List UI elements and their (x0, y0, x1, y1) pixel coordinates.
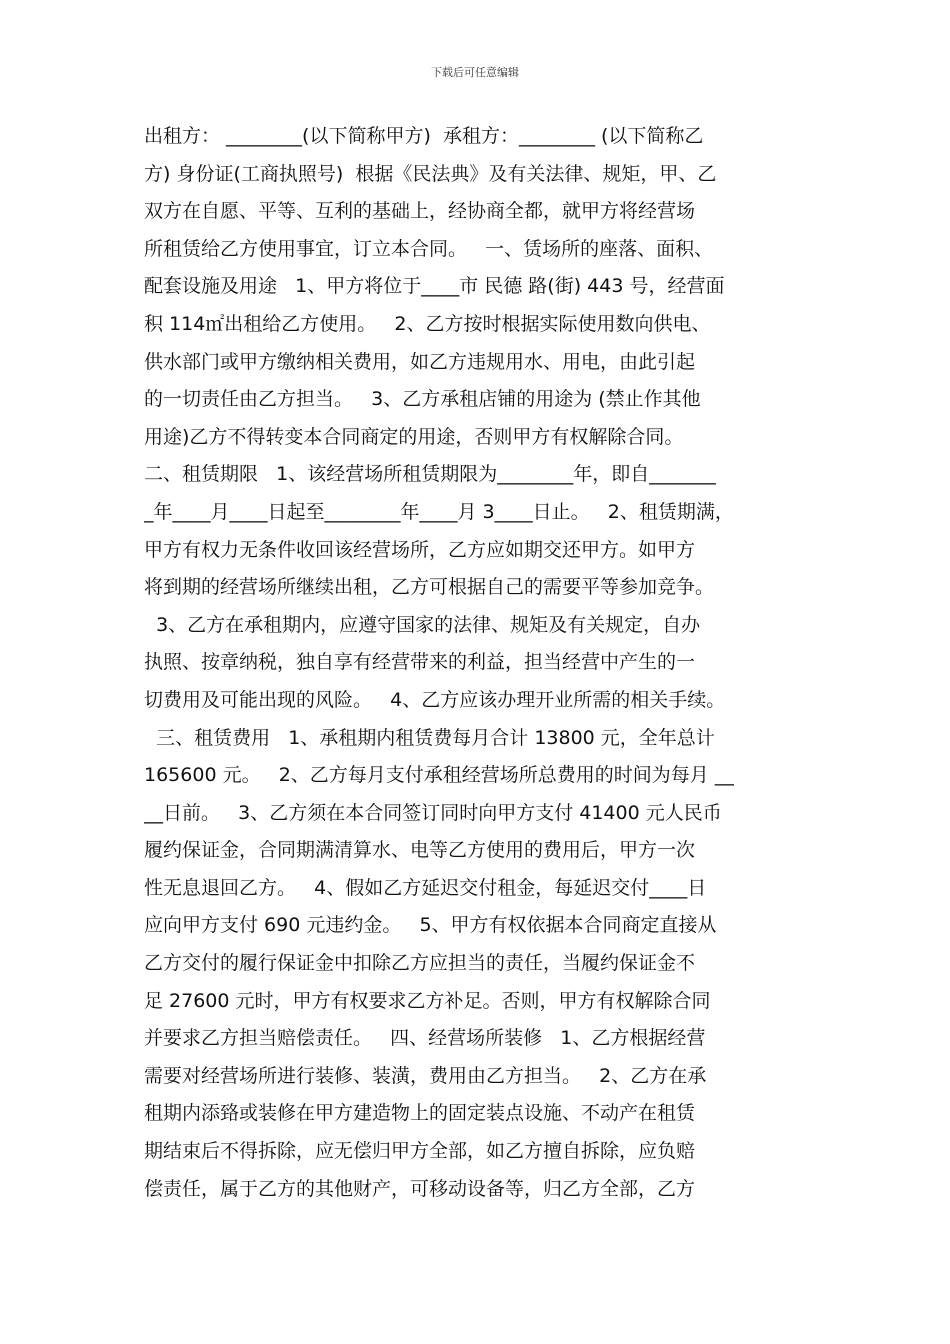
body-line: 甲方有权力无条件收回该经营场所，乙方应如期交还甲方。如甲方 (144, 538, 696, 561)
body-line: 3、乙方在承租期内，应遵守国家的法律、规矩及有关规定，自办 (144, 613, 701, 636)
body-line: 将到期的经营场所继续出租，乙方可根据自己的需要平等参加竞争。 (144, 576, 715, 599)
body-line: 方) 身份证(工商执照号) 根据《民法典》及有关法律、规矩，甲、乙 (144, 162, 717, 185)
body-line: 三、租赁费用 1、承租期内租赁费每月合计 13800 元，全年总计 (144, 726, 715, 749)
page-header: 下载后可任意编辑 (431, 66, 519, 79)
body-line: 期结束后不得拆除，应无偿归甲方全部，如乙方擅自拆除，应负赔 (144, 1140, 696, 1163)
body-line: _年____月____日起至________年____月 3____日止。 2、租赁期满， (144, 500, 734, 523)
body-line: 性无息退回乙方。 4、假如乙方延迟交付租金，每延迟交付____日 (144, 876, 707, 899)
body-line: 所租赁给乙方使用事宜，订立本合同。 一、赁场所的座落、面积、 (144, 237, 714, 260)
body-line: 并要求乙方担当赔偿责任。 四、经营场所装修 1、乙方根据经营 (144, 1027, 706, 1050)
body-line: __日前。 3、乙方须在本合同签订同时向甲方支付 41400 元人民币 (144, 801, 722, 824)
body-line: 偿责任，属于乙方的其他财产，可移动设备等，归乙方全部，乙方 (144, 1177, 696, 1200)
body-line: 二、租赁期限 1、该经营场所租赁期限为________年，即自_______ (144, 463, 716, 486)
body-line: 需要对经营场所进行装修、装潢，费用由乙方担当。 2、乙方在承 (144, 1064, 707, 1087)
body-line: 应向甲方支付 690 元违约金。 5、甲方有权依据本合同商定直接从 (144, 914, 717, 937)
body-line: 供水部门或甲方缴纳相关费用，如乙方违规用水、用电，由此引起 (144, 350, 696, 373)
body-line: 用途)乙方不得转变本合同商定的用途，否则甲方有权解除合同。 (144, 425, 684, 448)
body-line: 出租方： ________(以下简称甲方) 承租方：________ (以下简称乙 (144, 125, 704, 147)
body-line: 履约保证金，合同期满清算水、电等乙方使用的费用后，甲方一次 (144, 839, 696, 862)
body-line: 切费用及可能出现的风险。 4、乙方应该办理开业所需的相关手续。 (144, 688, 726, 711)
body-line: 双方在自愿、平等、互利的基础上，经协商全都，就甲方将经营场 (144, 200, 696, 223)
body-line: 的一切责任由乙方担当。 3、乙方承租店铺的用途为 (禁止作其他 (144, 388, 701, 411)
body-line: 165600 元。 2、乙方每月支付承租经营场所总费用的时间为每月 __ (144, 764, 734, 787)
body-line: 足 27600 元时，甲方有权要求乙方补足。否则，甲方有权解除合同 (144, 989, 711, 1012)
contract-body (144, 118, 824, 1208)
body-line: 租期内添臵或装修在甲方建造物上的固定装点设施、不动产在租赁 (144, 1102, 696, 1125)
body-line: 积 114㎡出租给乙方使用。 2、乙方按时根据实际使用数向供电、 (144, 312, 711, 335)
body-line: 配套设施及用途 1、甲方将位于____市 民德 路(街) 443 号，经营面 (144, 275, 725, 298)
body-line: 乙方交付的履行保证金中扣除乙方应担当的责任，当履约保证金不 (144, 952, 696, 975)
body-line: 执照、按章纳税，独自享有经营带来的利益，担当经营中产生的一 (144, 651, 696, 674)
